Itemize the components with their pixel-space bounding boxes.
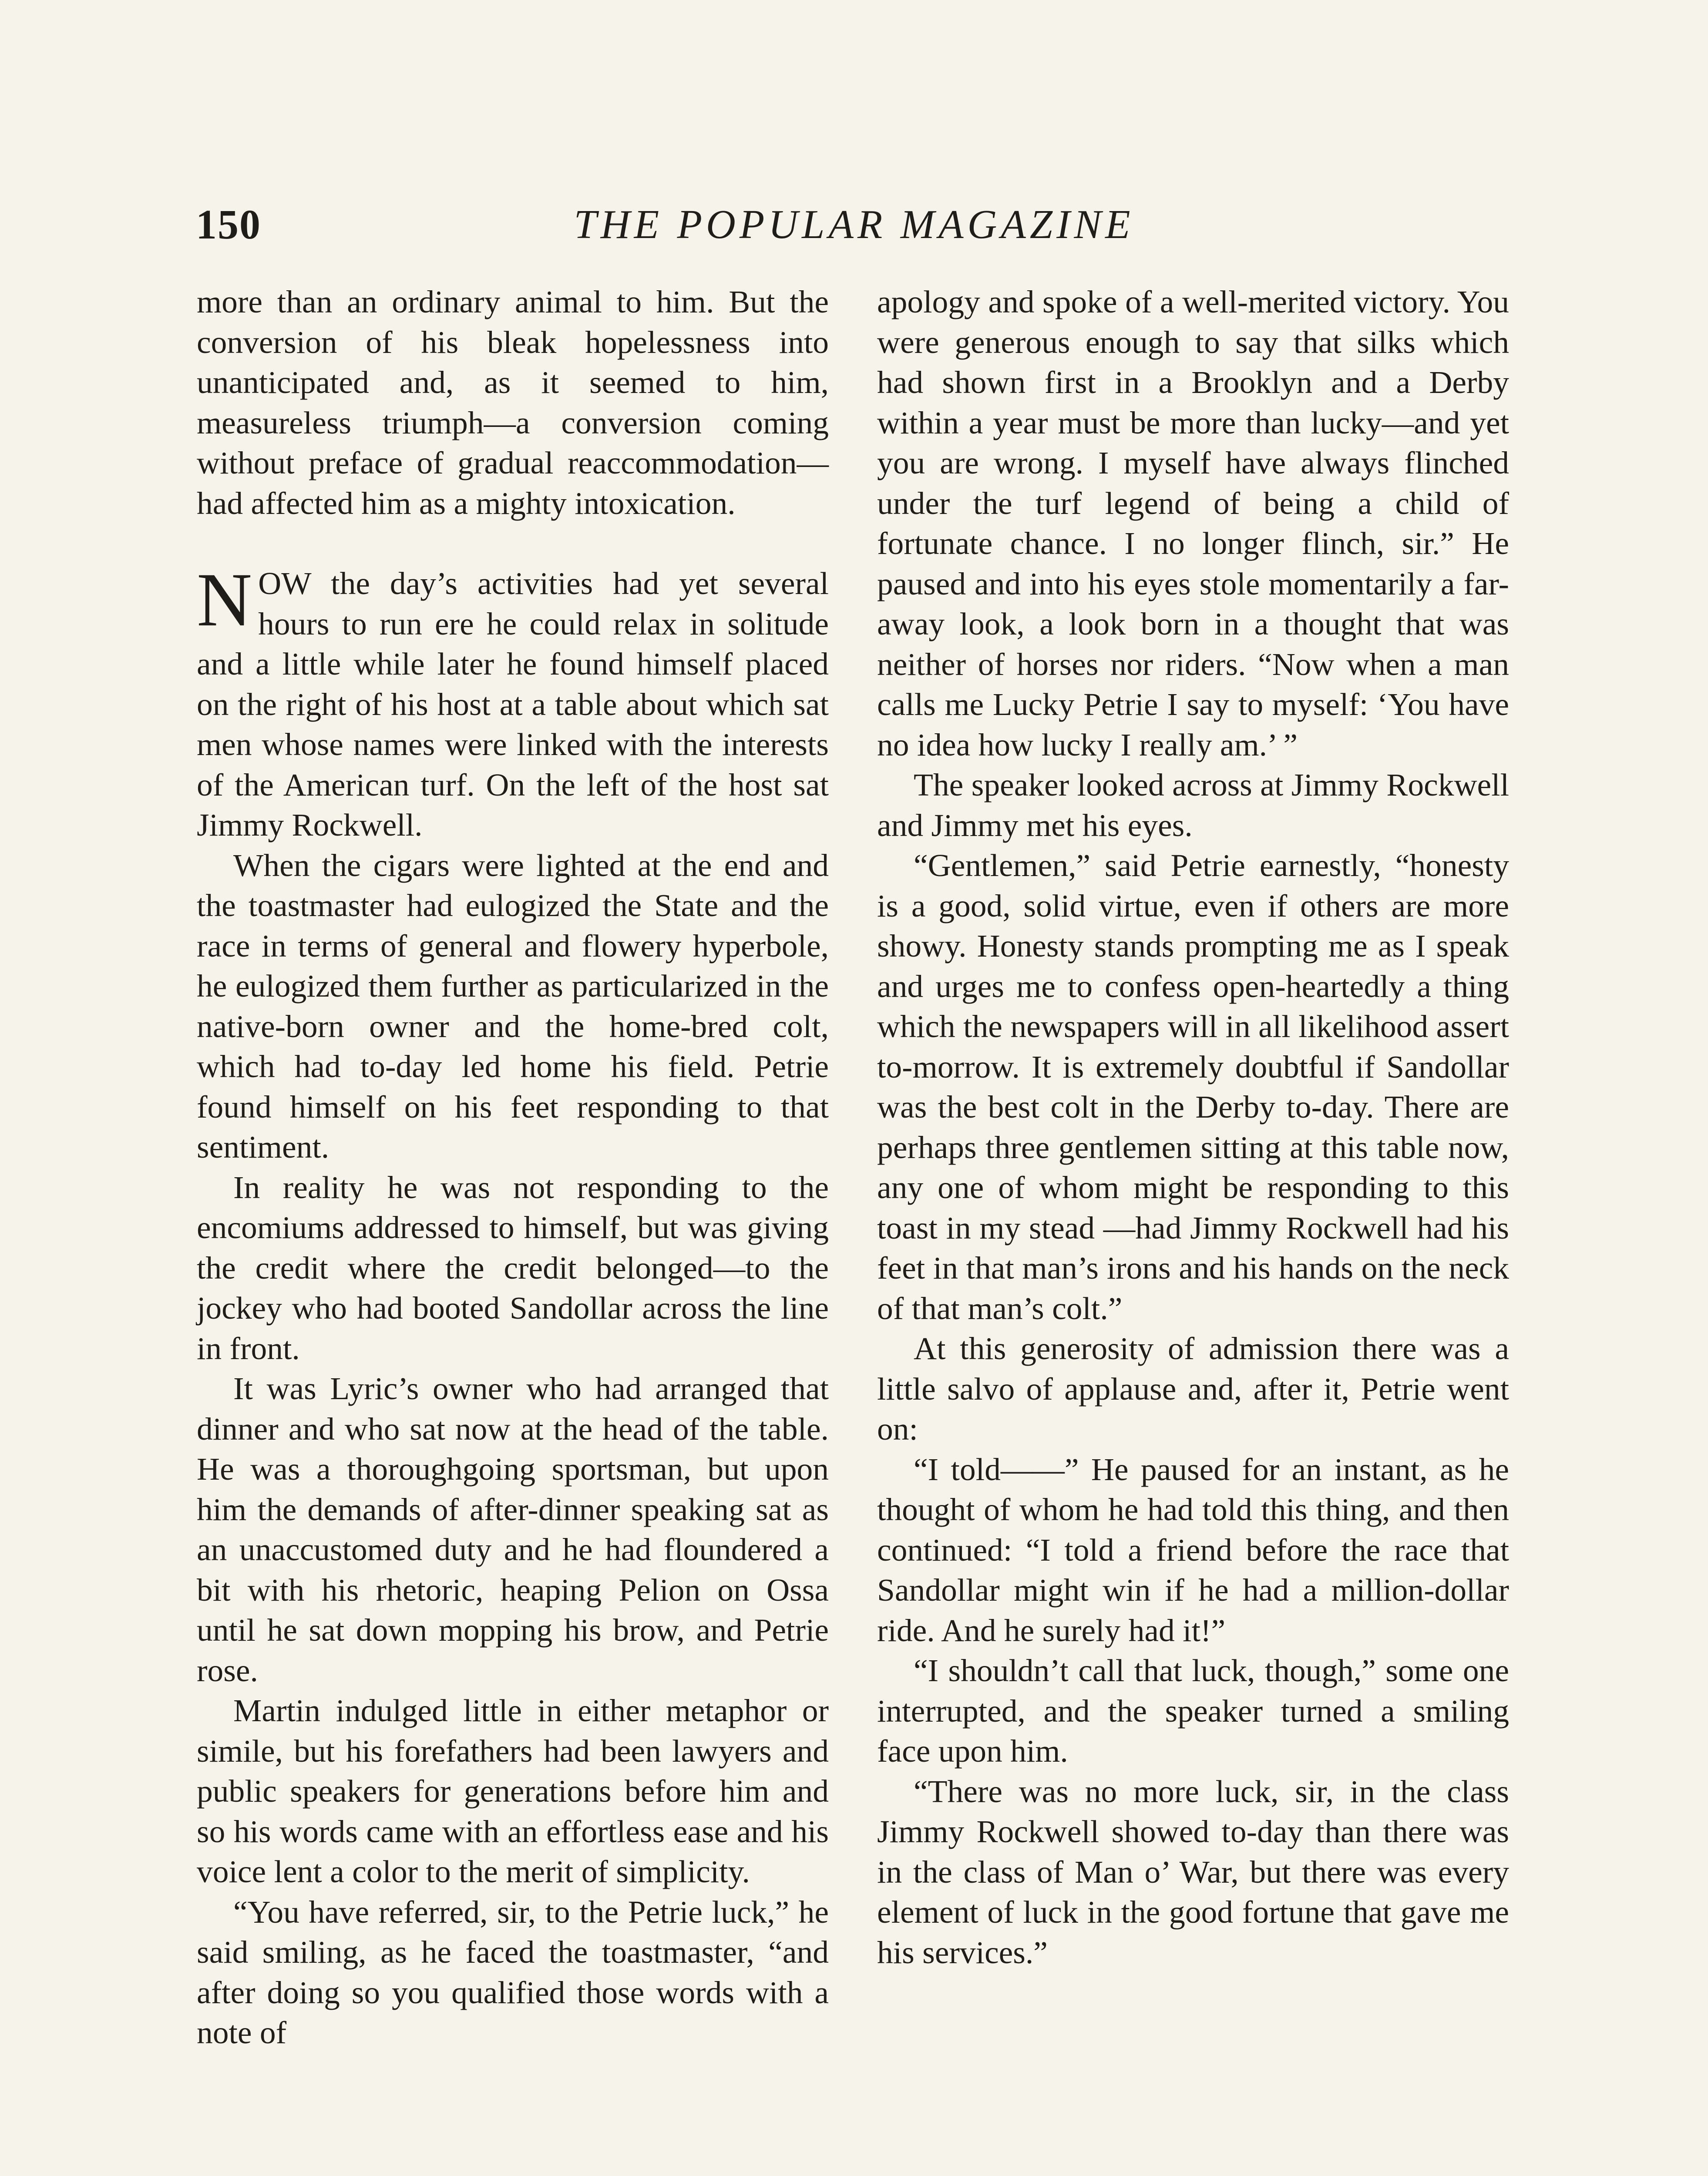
paragraph: more than an ordinary animal to him. But the conversion of his bleak hopelessness into unanticipated and, as it seemed to him, measureless triumph—a conversion coming without preface of gradual reaccommodation—had affected him as a mighty intoxication. [197,284,829,521]
drop-cap: N [197,557,252,642]
left-column [197,282,829,2053]
paragraph-text: OW the day’s activities had yet several hours to run ere he could relax in solitude and a little while later he found himself placed on the right of his host at a table about which sat men whose names were linked with the interests of the American turf. On the left of the host sat Jimmy Rockwell. [197,566,829,843]
paragraph: “There was no more luck, sir, in the class Jimmy Rockwell showed to-day than there was in the class of Man o’ War, but there was every element of luck in the good fortune that gave me his services.” [877,1773,1509,1970]
paragraph: It was Lyric’s owner who had arranged that dinner and who sat now at the head of the table. He was a thoroughgoing sportsman, but upon him the demands of after-dinner speaking sat as an unaccustomed duty and he had floundered a bit with his rhetoric, heaping Pelion on Ossa until he sat down mopping his brow, and Petrie rose. [197,1371,829,1688]
paragraph: “I shouldn’t call that luck, though,” some one interrupted, and the speaker turned a smiling face upon him. [877,1653,1509,1769]
paragraph: apology and spoke of a well-merited victory. You were generous enough to say that silks which had shown first in a Brooklyn and a Derby within a year must be more than lucky—and yet you are wrong. I myself have always flinched under the turf legend of being a child of fortunate chance. I no longer flinch, sir.” He paused and into his eyes stole momentarily a far-away look, a look born in a thought that was neither of horses nor riders. “Now when a man calls me Lucky Petrie I say to myself: ‘You have no idea how lucky I really am.’ ” [877,284,1509,762]
paragraph-with-drop-cap [197,557,829,846]
paragraph: In reality he was not responding to the encomiums addressed to himself, but was giving the credit where the credit belonged—to the jockey who had booted Sandollar across the line in front. [197,1169,829,1366]
paragraph: “I told——” He paused for an instant, as he thought of whom he had told this thing, and then continued: “I told a friend before the race that Sandollar might win if he had a million-dollar ride. And he surely had it!” [877,1451,1509,1648]
page-number: 150 [196,201,261,248]
paragraph: “Gentlemen,” said Petrie earnestly, “honesty is a good, solid virtue, even if others are more showy. Honesty stands prompting me as I speak and urges me to confess open-heartedly a thing which the newspapers will in all likelihood assert to-morrow. It is extremely doubtful if Sandollar was the best colt in the Derby to-day. There are perhaps three gentlemen sitting at this table now, any one of whom might be responding to this toast in my stead —had Jimmy Rockwell had his feet in that man’s irons and his hands on the neck of that man’s colt.” [877,848,1509,1326]
paragraph: At this generosity of admission there was a little salvo of applause and, after it, Petrie went on: [877,1331,1509,1447]
paragraph: Martin indulged little in either metaphor or simile, but his forefathers had been lawyers and public speakers for generations before him and so his words came with an effortless ease and his voice lent a color to the merit of simplicity. [197,1693,829,1889]
paragraph: The speaker looked across at Jimmy Rockwell and Jimmy met his eyes. [877,767,1509,843]
paragraph: When the cigars were lighted at the end and the toastmaster had eulogized the State and the race in terms of general and flowery hyperbole, he eulogized them further as particularized in the native-born owner and the home-bred colt, which had to-day led home his field. Petrie found himself on his feet responding to that sentiment. [197,847,829,1165]
right-column [877,282,1509,1973]
paragraph: “You have referred, sir, to the Petrie luck,” he said smiling, as he faced the toastmaster, “and after doing so you qualified those words with a note of [197,1894,829,2050]
running-head: THE POPULAR MAGAZINE [574,202,1134,247]
